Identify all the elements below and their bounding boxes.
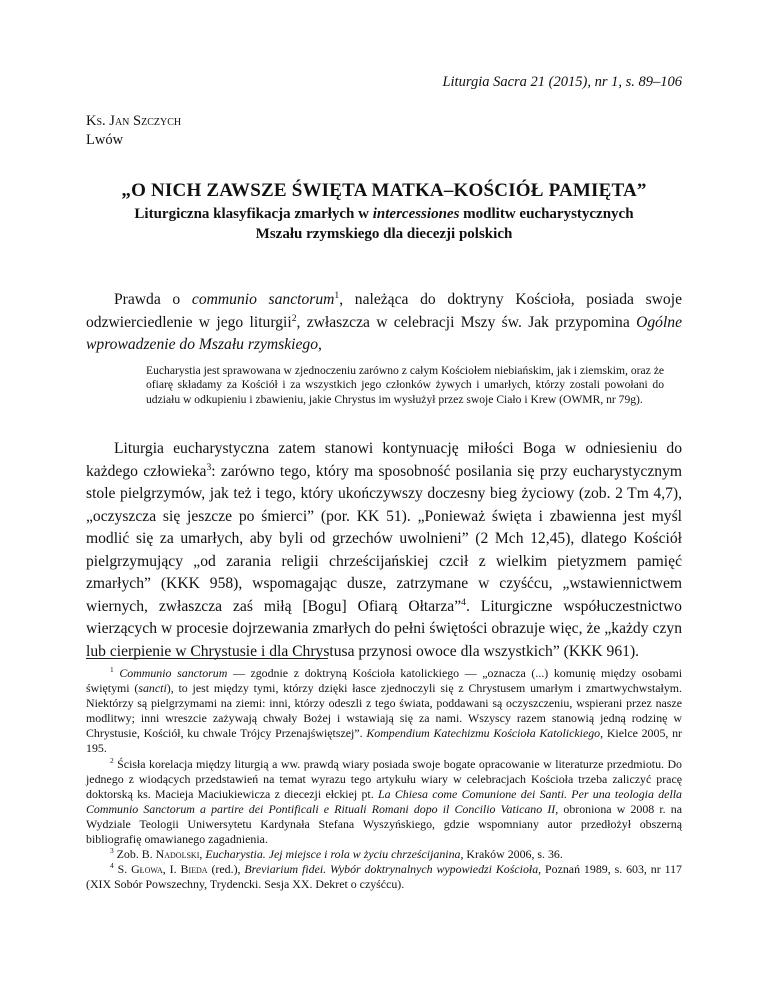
footnote-ref-2[interactable]: 2 xyxy=(291,312,297,324)
article-title: „O NICH ZAWSZE ŚWIĘTA MATKA–KOŚCIÓŁ PAMIĘTA” xyxy=(121,180,647,201)
footnote-4: $^4$ S. Głowa, I. Bieda (red.), Breviarium fidei. Wybór doktrynalnych wypowiedzi Kościoła, Poznań 1989, s. 603, nr 117 (XIX Sobór Powszechny, Trydencki. Sesja XX. Dekret o czyśćcu). xyxy=(86,861,683,892)
article-subtitle: Liturgiczna klasyfikacja zmarłych w intercessiones modlitw eucharystycznych Mszału rzymskiego dla diecezji polskich xyxy=(134,206,634,242)
footnote-ref-3[interactable]: 3 xyxy=(206,461,212,473)
footnote-ref-4[interactable]: 4 xyxy=(461,596,466,608)
author-city: Lwów xyxy=(86,132,124,148)
journal-reference: Liturgia Sacra 21 (2015), nr 1, s. 89–106 xyxy=(442,74,682,90)
author-name: Ks. Jan Szczych xyxy=(86,113,182,129)
title-block xyxy=(86,180,682,244)
footnote-ref-1[interactable]: 1 xyxy=(334,289,340,301)
paragraph-2: Liturgia eucharystyczna zatem stanowi kontynuację miłości Boga w odniesieniu do każdego człowieka$^3$: zarówno tego, który ma sposobność posilania się przy eucharystycznym stole pielgrzymów, jak też i tego, który ukończywszy doczesny bieg życiowy (zob. 2 Tm 4,7), „oczyszcza się jeszcze po śmierci” (por. KK 51). „Ponieważ święta i zbawienna jest myśl modlić się za umarłych, aby byli od grzechów uwolnieni” (2 Mch 12,45), dlatego Kościół pielgrzymujący „od zarania religii chrześcijańskiej czcił z wielkim pietyzmem pamięć zmarłych” (KKK 958), wspomagając dusze, zatrzymane w czyśćcu, „wstawiennictwem wiernych, zwłaszcza zaś miłą [Bogu] Ofiarą Ołtarza”$^4$. Liturgiczne współuczestnictwo wierzących w procesie dojrzewania zmarłych do pełni świętości obrazuje więc, że „każdy czyn lub cierpienie w Chrystusie i dla Chrystusa przynosi owoce dla wszystkich” (KKK 961). xyxy=(86,440,682,660)
footnote-divider xyxy=(86,658,328,659)
block-quote: Eucharystia jest sprawowana w zjednoczeniu zarówno z całym Kościołem niebiańskim, jak i ziemskim, oraz że ofiarę składamy za Kościół i za wszystkich jego członków żywych i umarłych, którzy zostali powołani do udziału w odkupieniu i zbawieniu, jakie Chrystus im wysłużył przez swoje Ciało i Krew (OWMR, nr 79g). xyxy=(146,364,664,406)
footnote-3: $^3$ Zob. B. Nadolski, Eucharystia. Jej miejsce i rola w życiu chrześcijanina, Kraków 2006, s. 36. xyxy=(110,846,563,862)
paragraph-1: Prawda o communio sanctorum$^1$, należąca do doktryny Kościoła, posiada swoje odzwierciedlenie w jego liturgii$^2$, zwłaszcza w celebracji Mszy św. Jak przypomina Ogólne wprowadzenie do Mszału rzymskiego, xyxy=(86,289,682,353)
author-block xyxy=(86,112,181,150)
footnote-2: $^2$ Ścisła korelacja między liturgią a ww. prawdą wiary posiada swoje bogate opracowanie w literaturze przedmiotu. Do jednego z wiodących przedstawień na temat wyrazu tego artykułu wiary w celebracjach Kościoła trzeba zaliczyć pracę doktorską ks. Macieja Maciukiewicza z diecezji ełckiej pt. La Chiesa come Comunione dei Santi. Per una teologia della Communio Sanctorum a partire dei Pontificali e Rituali Romani dopo il Concilio Vaticano II, obroniona w 2008 r. na Wydziale Teologii Uniwersytetu Kardynała Stefana Wyszyńskiego, gdzie wspomniany autor przedłożył obszerną bibliografię omawianego zagadnienia. xyxy=(86,755,683,847)
footnote-1: $^1$ Communio sanctorum — zgodnie z doktryną Kościoła katolickiego — „oznacza (...) komunię między osobami świętymi (sancti), to jest między tymi, którzy dzięki łasce zjednoczyli się z Chrystusem umarłym i zmartwychwstałym. Niektórzy są pielgrzymami na ziemi: inni, którzy odeszli z tego świata, poddawani są oczyszczeniu, wspierani przez nasze modlitwy; inni wreszcie zażywają chwały Bożej i wstawiają się za nami. Wszyscy razem stanowią jedną rodzinę w Chrystusie, Kościół, ku chwale Trójcy Przenajświętszej”. Kompendium Katechizmu Kościoła Katolickiego, Kielce 2005, nr 195. xyxy=(86,665,683,756)
footnotes xyxy=(86,666,682,892)
